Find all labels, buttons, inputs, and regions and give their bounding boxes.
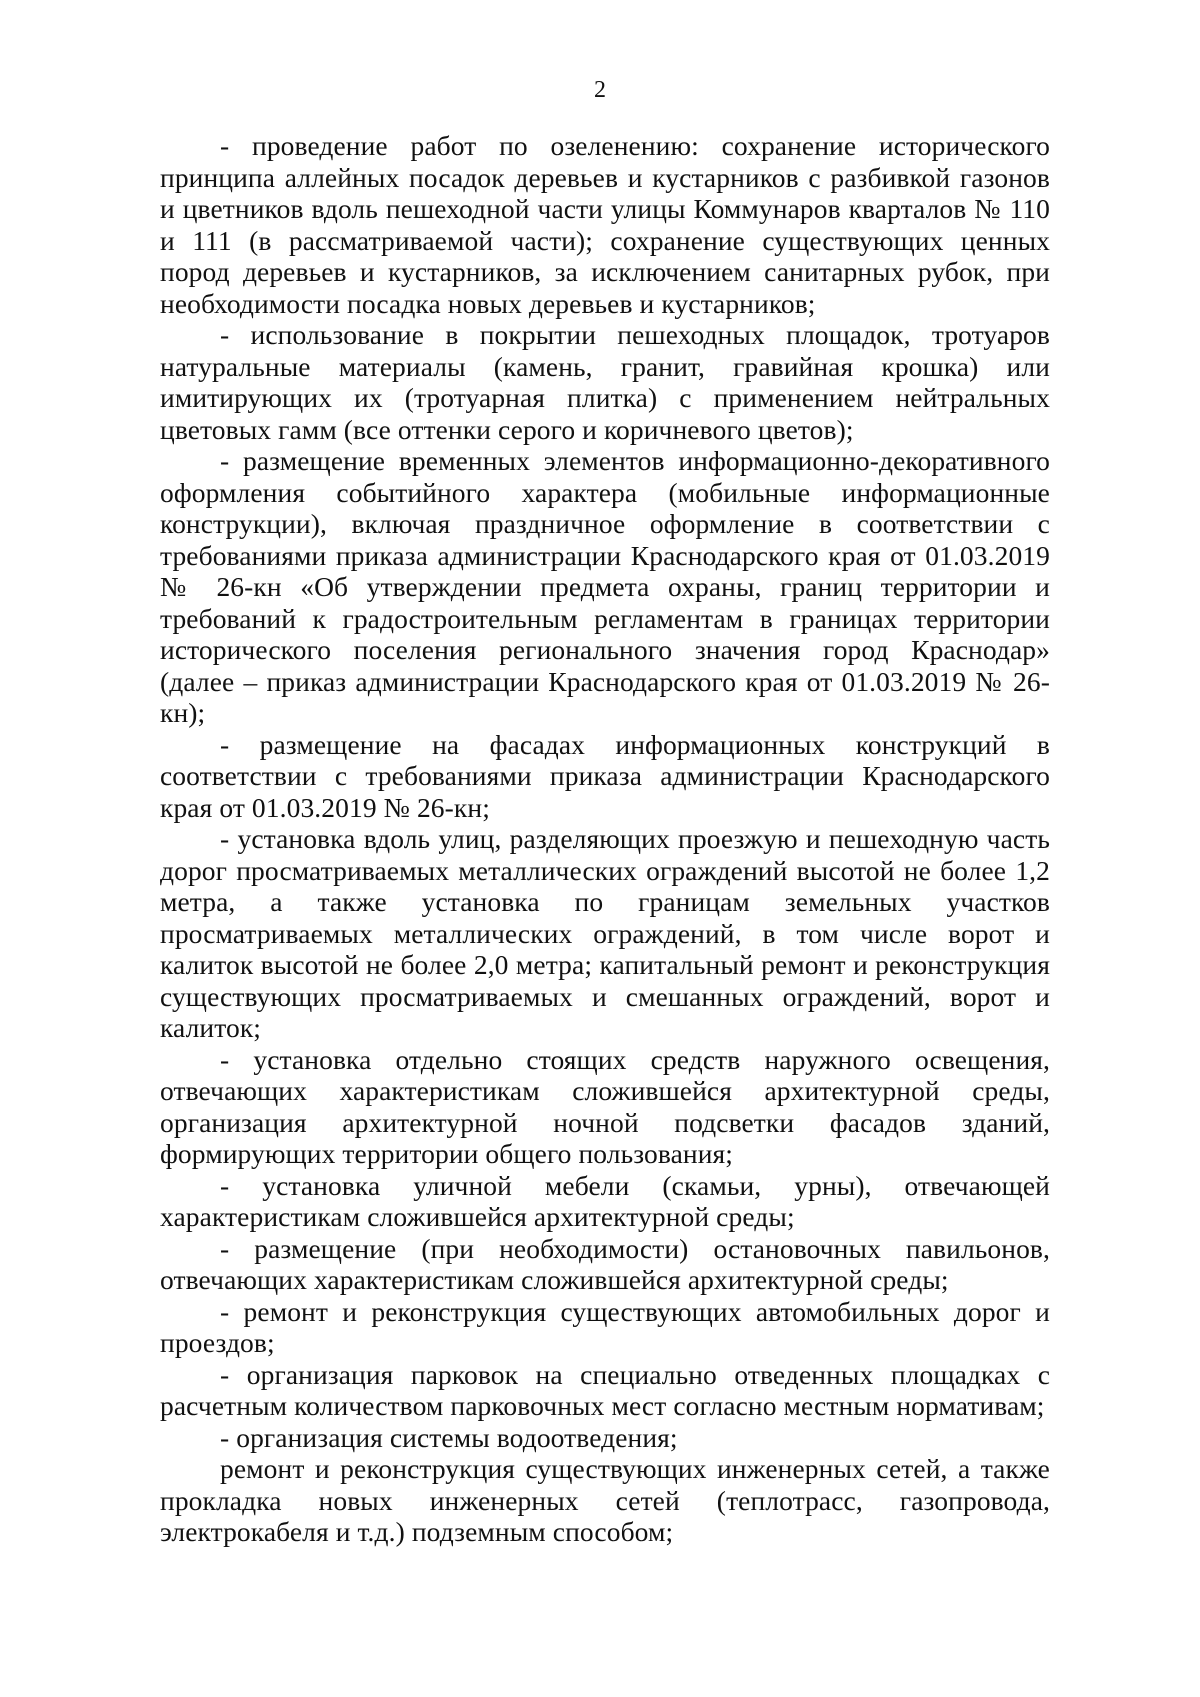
paragraph-utilities: ремонт и реконструкция существующих инженерных сетей, а также прокладка новых инженерных сетей (теплотрасс, газопровода, электрокабеля и т.д.) подземным способом; bbox=[160, 1453, 1050, 1547]
paragraph-pavement-materials: - использование в покрытии пешеходных площадок, тротуаров натуральные материалы (камень, гранит, гравийная крошка) или имитирующих их (тротуарная плитка) с применением нейтральных цветовых гамм (все оттенки серого и коричневого цветов); bbox=[160, 319, 1050, 445]
paragraph-fences: - установка вдоль улиц, разделяющих проезжую и пешеходную часть дорог просматриваемых металлических ограждений высотой не более 1,2 метра, а также установка по границам земельных участков просматриваемых металлических ограждений, в том числе ворот и калиток высотой не более 2,0 метра; капитальный ремонт и реконструкция существующих просматриваемых и смешанных ограждений, ворот и калиток; bbox=[160, 823, 1050, 1043]
paragraph-drainage: - организация системы водоотведения; bbox=[220, 1421, 678, 1453]
paragraph-lighting: - установка отдельно стоящих средств наружного освещения, отвечающих характеристикам сложившейся архитектурной среды, организация архитектурной ночной подсветки фасадов зданий, формирующих территории общего пользования; bbox=[160, 1043, 1050, 1169]
paragraph-greening: - проведение работ по озеленению: сохранение исторического принципа аллейных посадок деревьев и кустарников с разбивкой газонов и цветников вдоль пешеходной части улицы Коммунаров кварталов № 110 и 111 (в рассматриваемой части); сохранение существующих ценных пород деревьев и кустарников, за исключением санитарных рубок, при необходимости посадка новых деревьев и кустарников; bbox=[160, 130, 1050, 319]
paragraph-parking: - организация парковок на специально отведенных площадках с расчетным количеством парковочных мест согласно местным нормативам; bbox=[160, 1358, 1050, 1421]
paragraph-roads: - ремонт и реконструкция существующих автомобильных дорог и проездов; bbox=[160, 1295, 1050, 1358]
paragraph-facade-info: - размещение на фасадах информационных конструкций в соответствии с требованиями приказа администрации Краснодарского края от 01.03.2019 № 26-кн; bbox=[160, 728, 1050, 823]
page-number: 2 bbox=[594, 77, 606, 103]
paragraph-temporary-decor: - размещение временных элементов информационно-декоративного оформления событийного характера (мобильные информационные конструкции), включая праздничное оформление в соответствии с требованиями приказа администрации Краснодарского края от 01.03.2019 № 26-кн «Об утверждении предмета охраны, границ территории и требований к градостроительным регламентам в границах территории исторического поселения регионального значения город Краснодар» (далее – приказ администрации Краснодарского края от 01.03.2019 № 26-кн); bbox=[160, 445, 1050, 728]
paragraph-bus-shelters: - размещение (при необходимости) остановочных павильонов, отвечающих характеристикам сложившейся архитектурной среды; bbox=[160, 1232, 1050, 1295]
document-body bbox=[160, 130, 1050, 1548]
paragraph-street-furniture: - установка уличной мебели (скамьи, урны), отвечающей характеристикам сложившейся архитектурной среды; bbox=[160, 1169, 1050, 1232]
